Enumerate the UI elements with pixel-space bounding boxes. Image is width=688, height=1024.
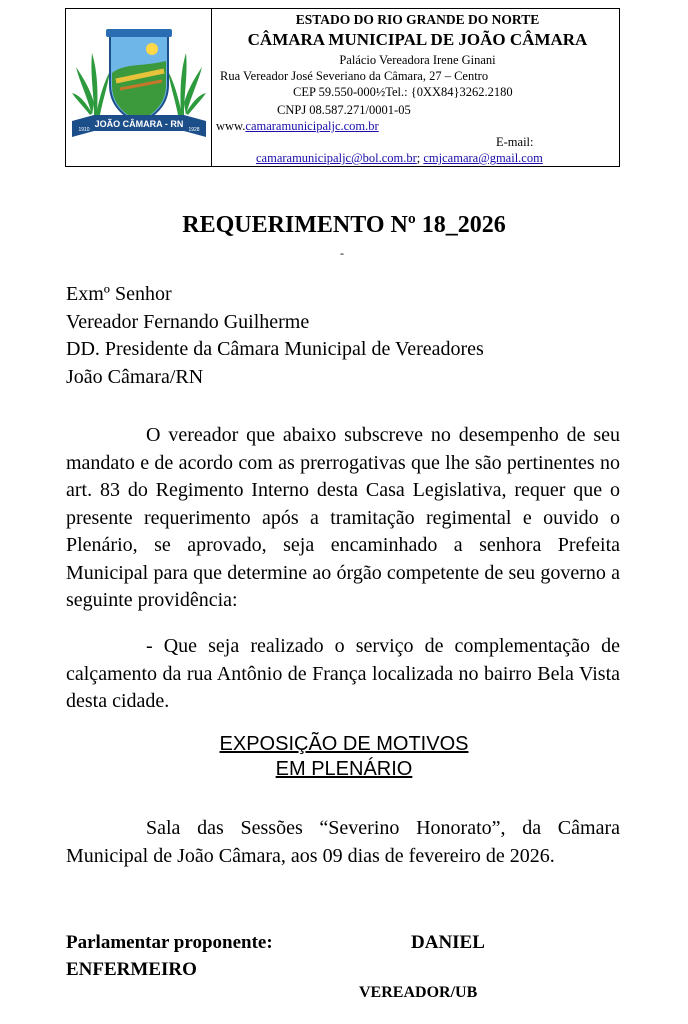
letterhead-emails: [216, 151, 619, 166]
signature-block: [66, 929, 273, 983]
exposicao-line-2: EM PLENÁRIO: [275, 758, 413, 780]
crest-year-right: 1928: [188, 127, 200, 133]
letterhead-palace: Palácio Vereadora Irene Ginani: [339, 53, 496, 67]
signature-role: VEREADOR/UB: [359, 984, 478, 1001]
exposicao-line-1: EXPOSIÇÃO DE MOTIVOS: [219, 733, 469, 755]
crest-banner-text: JOÃO CÂMARA - RN: [94, 119, 184, 129]
letterhead-cep-phone: CEP 59.550-000½Tel.: {0XX84}3262.2180: [293, 85, 513, 99]
municipal-crest-icon: [70, 23, 208, 143]
letterhead-website: [216, 119, 619, 134]
addressee-line: Exmº Senhor: [66, 283, 172, 305]
website-prefix: www.: [216, 119, 246, 133]
letterhead-chamber: CÂMARA MUNICIPAL DE JOÃO CÂMARA: [247, 30, 588, 49]
closing-paragraph: Sala das Sessões “Severino Honorato”, da Câmara Municipal de João Câmara, aos 09 dias de fevereiro de 2026.: [66, 817, 620, 867]
letterhead-text: [216, 9, 619, 166]
crest-year-left: 1910: [78, 127, 90, 133]
email-link-1[interactable]: camaramunicipaljc@bol.com.br: [256, 151, 417, 165]
document-title: REQUERIMENTO Nº 18_2026: [182, 212, 506, 238]
crest-cell: [66, 9, 212, 166]
title-dash: -: [340, 246, 344, 260]
letterhead-cnpj: CNPJ 08.587.271/0001-05: [277, 103, 411, 117]
letterhead-street: Rua Vereador José Severiano da Câmara, 27 – Centro: [220, 69, 489, 83]
addressee-line: Vereador Fernando Guilherme: [66, 310, 310, 333]
addressee-line: João Câmara/RN: [66, 365, 204, 388]
website-link[interactable]: camaramunicipaljc.com.br: [245, 119, 379, 133]
exposicao-heading: [0, 732, 688, 782]
signature-name-last: ENFERMEIRO: [66, 959, 197, 980]
request-paragraph: O vereador que abaixo subscreve no desempenho de seu mandato e de acordo com as prerrogativas que lhe são pertinentes no art. 83 do Regimento Interno desta Casa Legislativa, requer que o presente requerimento após a tramitação regimental e ouvido o Plenário, se aprovado, seja encaminhado a senhora Prefeita Municipal para que determine ao órgão competente de seu governo a seguinte providência:: [66, 424, 620, 611]
signature-label: Parlamentar proponente:: [66, 932, 273, 953]
addressee-line: DD. Presidente da Câmara Municipal de Vereadores: [66, 338, 484, 360]
email-separator: ;: [416, 151, 424, 165]
letterhead: [65, 8, 620, 167]
email-link-2[interactable]: cmjcamara@gmail.com: [423, 151, 543, 165]
email-label: E-mail:: [496, 135, 534, 149]
addressee-block: [66, 281, 484, 391]
signature-name-first: DANIEL: [411, 932, 485, 953]
letterhead-state: ESTADO DO RIO GRANDE DO NORTE: [295, 12, 540, 27]
request-item-paragraph: - Que seja realizado o serviço de complementação de calçamento da rua Antônio de França localizada no bairro Bela Vista desta cidade.: [66, 635, 620, 712]
